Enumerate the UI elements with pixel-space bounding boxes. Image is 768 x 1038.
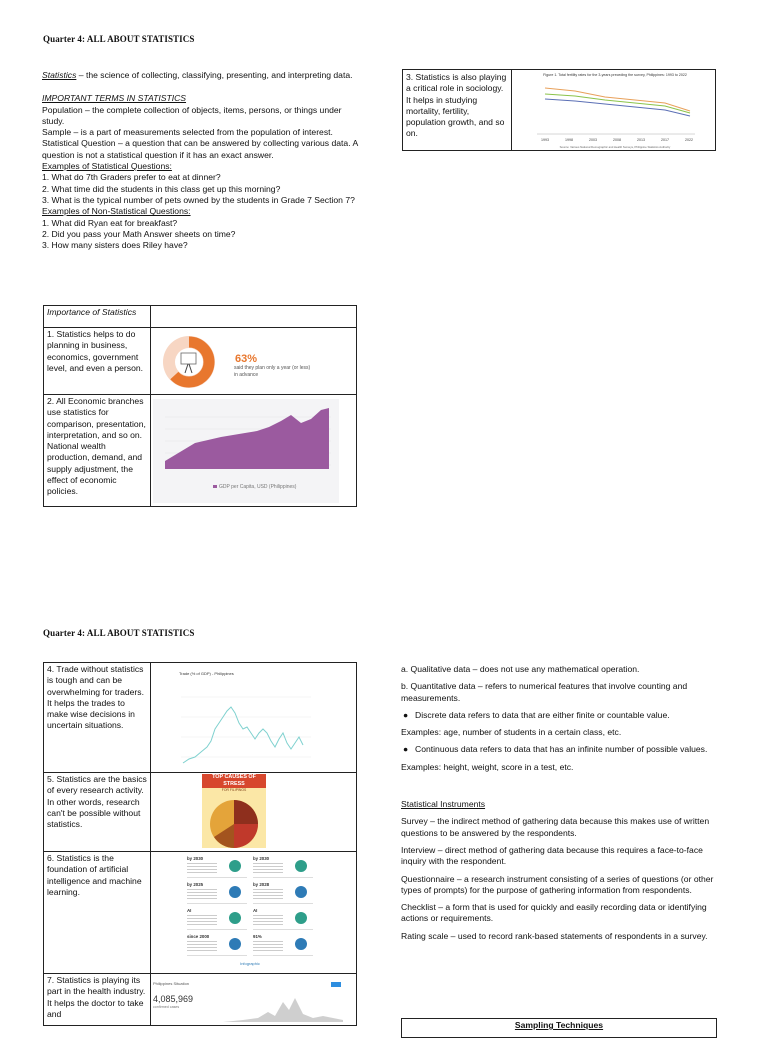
fertility-source: Source: Various National Demographic and Health Surveys, Philippine Statistics Authority (559, 145, 671, 149)
sociology-box (402, 69, 716, 151)
ai-infographic (187, 856, 313, 968)
example-stat-2: 2. What time did the students in this class get up this morning? (42, 183, 281, 194)
bullet-dot: ● (403, 709, 409, 720)
continuous-bullet (401, 744, 719, 755)
ai-tile (253, 908, 313, 930)
statistics-definition (42, 70, 360, 81)
ai-tile (187, 934, 247, 956)
example-nonstat-2: 2. Did you pass your Math Answer sheets on time? (42, 228, 236, 239)
bullet-dot: ● (403, 744, 409, 755)
table-cell (151, 306, 357, 328)
trade-line-chart (175, 667, 315, 769)
page1-heading: Quarter 4: ALL ABOUT STATISTICS (43, 34, 195, 44)
stress-image-cell (151, 773, 357, 852)
table-row (44, 328, 357, 395)
ai-tile-text-lines (187, 863, 217, 873)
table-row (44, 773, 357, 852)
health-blue-button (331, 982, 341, 987)
ai-tile-text-lines (187, 915, 217, 925)
ai-tile-label: 91% (253, 934, 262, 939)
ai-tile-label: since 2000 (187, 934, 210, 939)
ai-tile-text-lines (253, 863, 283, 873)
health-image-cell (151, 974, 357, 1026)
gdp-legend: GDP per Capita, USD (Philippines) (219, 484, 297, 490)
fertility-year-tick: 2008 (613, 138, 621, 142)
term-population: Population – the complete collection of objects, items, persons, or things under study. (42, 104, 342, 126)
ai-tile-label: by 2028 (253, 882, 270, 887)
donut-infographic (159, 331, 359, 395)
instrument-questionnaire: Questionnaire – a research instrument consisting of a series of questions (or other types of prompts) for the purpose of gathering information from respondents. (401, 873, 714, 895)
example-nonstat-3: 3. How many sisters does Riley have? (42, 240, 188, 251)
gdp-chart-cell (151, 395, 357, 507)
continuous-examples: Examples: height, weight, score in a test, etc. (401, 761, 574, 772)
ai-tile (253, 934, 313, 956)
health-caption: confirmed cases (153, 1005, 180, 1010)
ai-tile-icon (229, 938, 241, 950)
continuous-def: Continuous data refers to data that has an infinite number of possible values. (415, 744, 708, 755)
instrument-interview: Interview – direct method of gathering data because this requires a face-to-face inquiry with the respondent. (401, 844, 703, 867)
table-row (44, 663, 357, 773)
discrete-bullet (401, 710, 719, 721)
donut-caption: said they plan only a year (or less) in advance (234, 365, 311, 378)
fertility-year-tick: 2022 (685, 138, 693, 142)
stress-title: TOP CAUSES OF STRESS (202, 774, 266, 788)
table-row (44, 852, 357, 974)
example-stat-1: 1. What do 7th Graders prefer to eat at dinner? (42, 172, 221, 183)
fertility-year-ticks (541, 138, 693, 142)
importance-table (43, 305, 357, 507)
donut-image-cell (151, 328, 357, 395)
box-divider (511, 69, 512, 151)
table-row (44, 395, 357, 507)
fertility-series-total (545, 94, 690, 113)
easel-icon (181, 353, 196, 364)
fertility-year-tick: 2003 (589, 138, 597, 142)
instrument-survey: Survey – the indirect method of gathering data because this makes use of written questions to be answered by the respondents. (401, 816, 710, 838)
health-title: Philippines Situation (153, 981, 190, 986)
ai-tile-icon (229, 860, 241, 872)
fertility-title: Figure 1. Total fertility rates for the 3-years preceding the survey, Philippines: 1993 to 2022 (543, 73, 687, 77)
importance-item-2: 2. All Economic branches use statistics for comparison, presentation, interpretation, and so on. National wealth production, demand, and supply adjustment, the effect of economic policies. (44, 395, 151, 507)
fertility-year-tick: 2017 (661, 138, 669, 142)
instrument-rating-scale: Rating scale – used to record rank-based statements of respondents in a survey. (401, 930, 708, 941)
examples-nonstat-heading: Examples of Non-Statistical Questions: (42, 206, 191, 217)
ai-grid (187, 856, 313, 956)
ai-tile-label: by 2030 (187, 856, 204, 861)
donut-percent: 63% (235, 353, 258, 365)
example-stat-3: 3. What is the typical number of pets owned by the students in Grade 7 Section 7? (42, 194, 355, 205)
important-terms-heading: IMPORTANT TERMS IN STATISTICS (42, 93, 187, 104)
trade-chart-title: Trade (% of GDP) - Philippines (179, 671, 234, 676)
ai-tile-icon (295, 912, 307, 924)
sociology-text: 3. Statistics is also playing a critical role in sociology. It helps in studying mortality, fertility, population growth, and so on. (406, 72, 507, 139)
fertility-year-tick: 2013 (637, 138, 645, 142)
trade-chart-cell (151, 663, 357, 773)
app-item-6: 6. Statistics is the foundation of artificial intelligence and machine learning. (44, 852, 151, 974)
examples-stat-heading: Examples of Statistical Questions: (42, 161, 172, 172)
qualitative-def: a. Qualitative data – does not use any mathematical operation. (401, 664, 640, 674)
fertility-chart (515, 70, 715, 152)
pie-slice (234, 824, 258, 848)
term-statistical-question: Statistical Question – a question that can be answered by collecting various data. A question is not a statistical question if it has an exact answer. (42, 138, 358, 160)
ai-tile-icon (229, 912, 241, 924)
health-spark (223, 992, 343, 1022)
instrument-checklist: Checklist – a form that is used for quickly and easily recording data or identifying actions or requirements. (401, 902, 707, 924)
app-item-5: 5. Statistics are the basics of every research activity. In other words, research can't be possible without statistics. (44, 773, 151, 852)
stress-subtitle: FOR FILIPINOS (221, 788, 247, 792)
page1-left-column (42, 70, 360, 251)
applications-table (43, 662, 357, 1026)
app-item-7: 7. Statistics is playing its part in the health industry. It helps the doctor to take and (44, 974, 151, 1026)
sampling-heading: Sampling Techniques (514, 1020, 604, 1030)
ai-tile-icon (229, 886, 241, 898)
fertility-series-rural (545, 88, 690, 111)
instruments-heading: Statistical Instruments (401, 799, 486, 810)
term-sample: Sample – is a part of measurements selected from the population of interest. (42, 127, 333, 138)
sampling-table (401, 1018, 717, 1038)
health-number: 4,085,969 (153, 994, 194, 1005)
importance-item-1: 1. Statistics helps to do planning in business, economics, government level, and even a person. (44, 328, 151, 395)
ai-tile-icon (295, 886, 307, 898)
fertility-year-tick: 1998 (565, 138, 573, 142)
ai-tile-text-lines (187, 889, 217, 899)
stress-pie (202, 792, 266, 852)
app-item-4: 4. Trade without statistics is tough and can be overwhelming for traders. It helps the trades to make wise decisions in uncertain situations. (44, 663, 151, 773)
ai-tile (187, 908, 247, 930)
ai-tile-icon (295, 938, 307, 950)
ai-tile (187, 856, 247, 878)
ai-footer: Infographic (240, 961, 260, 966)
ai-tile (253, 882, 313, 904)
ai-tile (253, 856, 313, 878)
page2-heading: Quarter 4: ALL ABOUT STATISTICS (43, 628, 195, 638)
discrete-def: Discrete data refers to data that are either finite or countable value. (415, 709, 670, 720)
health-area (223, 998, 343, 1022)
ai-tile-label: AI (187, 908, 192, 913)
table-row (44, 306, 357, 328)
ai-tile-text-lines (253, 941, 283, 951)
ai-tile-icon (295, 860, 307, 872)
legend-swatch (213, 485, 217, 488)
stress-infographic (202, 774, 266, 848)
fertility-year-tick: 1993 (541, 138, 549, 142)
page2-right-column (401, 664, 719, 948)
pie-slice (234, 800, 258, 824)
ai-tile-label: by 2025 (187, 882, 204, 887)
statistics-term: Statistics (42, 70, 77, 80)
discrete-examples: Examples: age, number of students in a certain class, etc. (401, 727, 622, 738)
ai-tile-text-lines (187, 941, 217, 951)
statistics-def-text: – the science of collecting, classifying, presenting, and interpreting data. (76, 70, 353, 80)
ai-tile-label: AI (253, 908, 258, 913)
ai-tile-label: by 2030 (253, 856, 270, 861)
importance-heading: Importance of Statistics (44, 306, 151, 328)
ai-tile (187, 882, 247, 904)
ai-image-cell (151, 852, 357, 974)
table-row (44, 974, 357, 1026)
quantitative-def: b. Quantitative data – refers to numerical features that involve counting and measurements. (401, 681, 688, 703)
ai-tile-text-lines (253, 915, 283, 925)
example-nonstat-1: 1. What did Ryan eat for breakfast? (42, 217, 178, 228)
trade-series (183, 707, 303, 763)
health-dashboard (153, 978, 349, 1026)
gdp-area-chart (153, 399, 339, 503)
ai-tile-text-lines (253, 889, 283, 899)
